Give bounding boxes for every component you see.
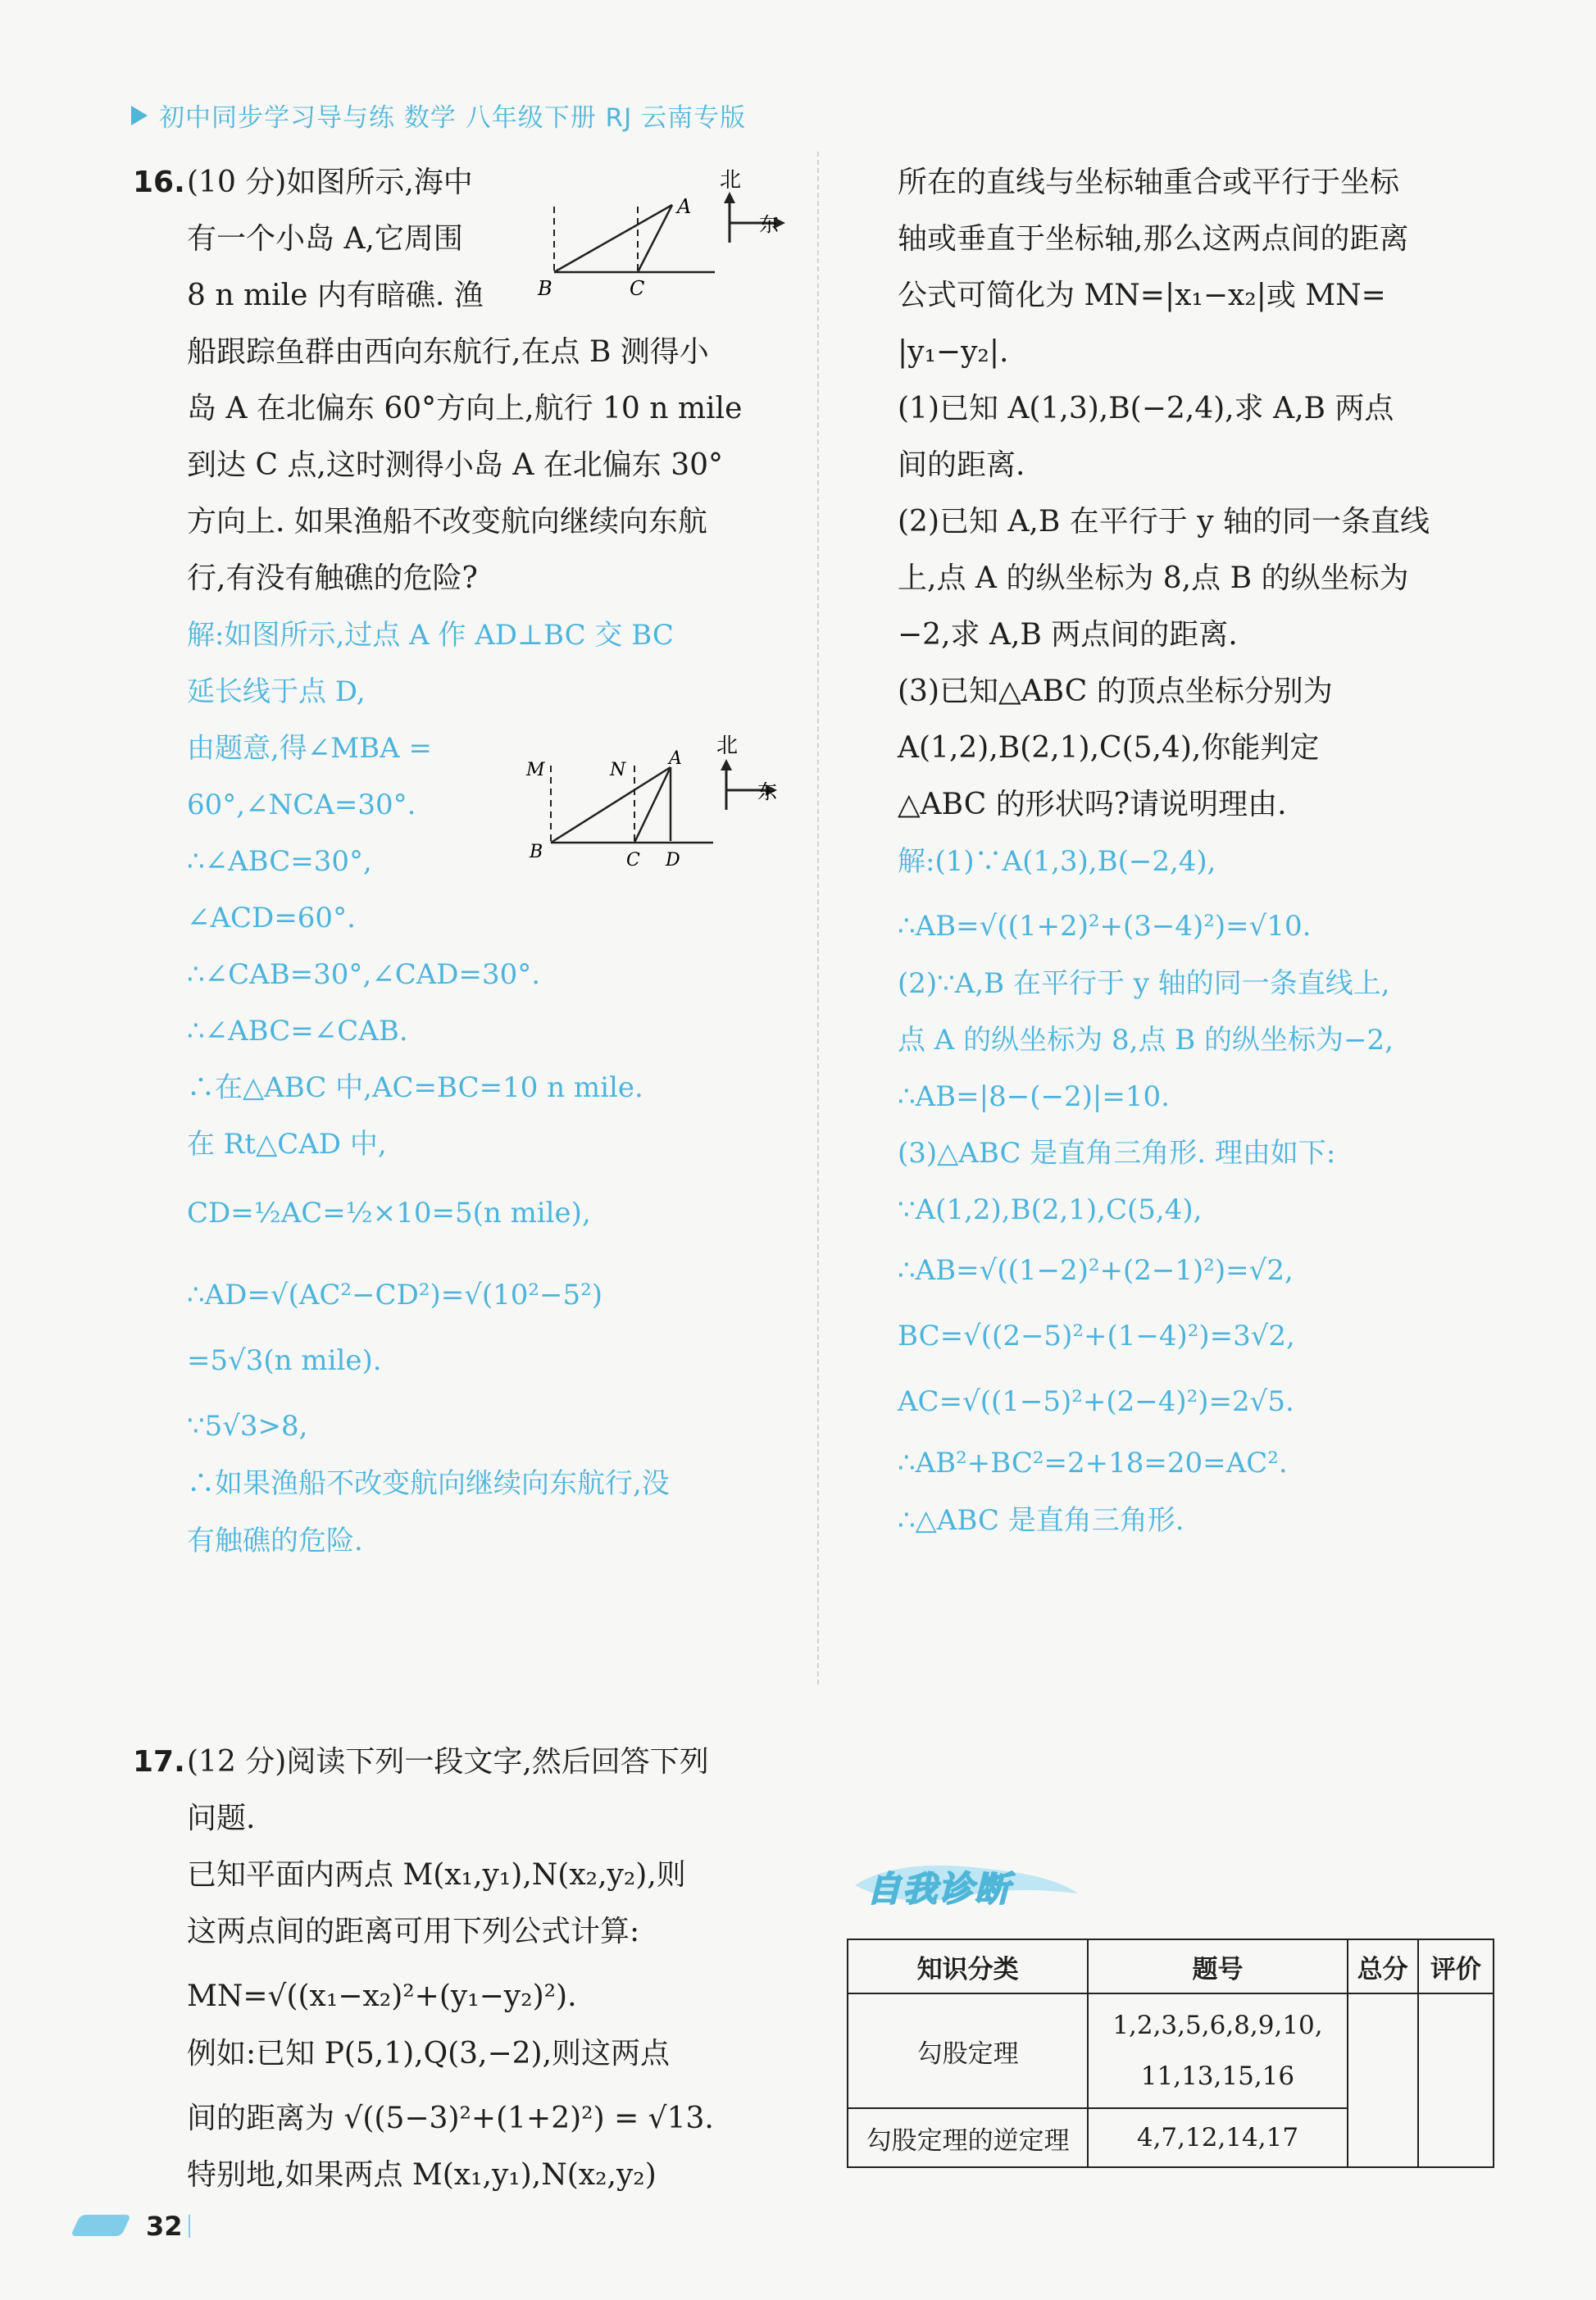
q17-line: (12 分)阅读下列一段文字,然后回答下列 <box>187 1745 709 1779</box>
page-number-divider <box>189 2215 190 2238</box>
q17-right-line: (2)已知 A,B 在平行于 y 轴的同一条直线 <box>898 505 1430 539</box>
q16-line: 有一个小岛 A,它周围 <box>187 222 463 256</box>
page-number: 32 <box>146 2211 183 2242</box>
island-diagram <box>533 164 803 311</box>
q17-solution-line: (3)△ABC 是直角三角形. 理由如下: <box>898 1137 1336 1170</box>
point-d-label: D <box>666 850 680 870</box>
running-header <box>131 97 746 134</box>
play-triangle-icon <box>131 106 148 125</box>
q17-line: 特别地,如果两点 M(x₁,y₁),N(x₂,y₂) <box>187 2158 657 2192</box>
q16-solution-line: 延长线于点 D, <box>187 675 366 708</box>
q17-right-line: 间的距离. <box>898 448 1025 482</box>
q16-solution-line: ∴在△ABC 中,AC=BC=10 n mile. <box>187 1071 643 1104</box>
q17-right-line: 轴或垂直于坐标轴,那么这两点间的距离 <box>898 222 1409 256</box>
point-b-label: B <box>530 842 543 862</box>
q17-line: MN=√((x₁−x₂)²+(y₁−y₂)²). <box>187 1980 577 2013</box>
header-evaluation: 评价 <box>1418 1939 1494 1993</box>
q16-solution-line: ∴AD=√(AC²−CD²)=√(10²−5²) <box>187 1279 603 1311</box>
q16-solution-line: 60°,∠NCA=30°. <box>187 789 416 821</box>
q17-solution-line: BC=√((2−5)²+(1−4)²)=3√2, <box>898 1320 1295 1352</box>
q17-solution-line: ∴AB=√((1−2)²+(2−1)²)=√2, <box>898 1254 1294 1287</box>
q17-right-line: A(1,2),B(2,1),C(5,4),你能判定 <box>898 731 1320 765</box>
q16-line: 岛 A 在北偏东 60°方向上,航行 10 n mile <box>187 392 743 425</box>
q17-solution-line: ∴△ABC 是直角三角形. <box>898 1504 1184 1537</box>
east-label: 东 <box>759 213 779 236</box>
q17-right-line: (1)已知 A(1,3),B(−2,4),求 A,B 两点 <box>898 392 1394 425</box>
q17-right-line: 所在的直线与坐标轴重合或平行于坐标 <box>898 166 1400 199</box>
q17-right-line: −2,求 A,B 两点间的距离. <box>898 618 1238 652</box>
self-diagnosis-table <box>847 1939 1494 2168</box>
q17-solution-line: ∴AB=|8−(−2)|=10. <box>898 1080 1170 1113</box>
north-label: 北 <box>720 168 742 193</box>
item-numbers-cell <box>1088 1993 1347 2108</box>
page-marker-icon <box>70 2215 131 2236</box>
header-title: 初中同步学习导与练 数学 八年级下册 RJ 云南专版 <box>159 103 747 133</box>
q16-line: 8 n mile 内有暗礁. 渔 <box>187 279 484 312</box>
q16-line: 船跟踪鱼群由西向东航行,在点 B 测得小 <box>187 335 709 369</box>
q17-line: 已知平面内两点 M(x₁,y₁),N(x₂,y₂),则 <box>187 1858 686 1892</box>
item-numbers-cell: 4,7,12,14,17 <box>1088 2108 1347 2167</box>
point-c-label: C <box>630 277 645 300</box>
badge-label: 自我诊断 <box>866 1869 1012 1909</box>
q17-right-line: |y₁−y₂|. <box>898 335 1009 369</box>
q17-line: 间的距离为 √((5−3)²+(1+2)²) = √13. <box>187 2102 714 2135</box>
north-label: 北 <box>716 734 739 758</box>
q17-right-line: △ABC 的形状吗?请说明理由. <box>898 788 1287 821</box>
q17-right-line: 公式可简化为 MN=|x₁−x₂|或 MN= <box>898 279 1386 312</box>
q16-solution-line: ∴∠ABC=∠CAB. <box>187 1015 408 1048</box>
q16-solution-line: ∴∠CAB=30°,∠CAD=30°. <box>187 958 541 991</box>
category-cell: 勾股定理的逆定理 <box>848 2108 1088 2167</box>
q16-solution-line: CD=½AC=½×10=5(n mile), <box>187 1197 591 1230</box>
q17-line: 例如:已知 P(5,1),Q(3,−2),则这两点 <box>187 2037 671 2070</box>
total-score-cell[interactable] <box>1348 1993 1418 2167</box>
q16-solution-line: ∵5√3>8, <box>187 1410 308 1443</box>
category-cell: 勾股定理 <box>848 1993 1088 2108</box>
solution-diagram <box>525 730 795 877</box>
q16-solution-line: 有触礁的危险. <box>187 1525 363 1557</box>
q16-solution-line: ∴∠ABC=30°, <box>187 845 372 878</box>
east-label: 东 <box>757 780 777 803</box>
point-n-label: N <box>610 760 626 780</box>
q17-line: 这两点间的距离可用下列公式计算: <box>187 1915 640 1948</box>
q17-solution-line: 点 A 的纵坐标为 8,点 B 的纵坐标为−2, <box>898 1024 1394 1057</box>
q17-line: 问题. <box>187 1802 256 1835</box>
q16-solution-line: 由题意,得∠MBA = <box>187 732 432 765</box>
self-diagnosis-badge <box>848 1861 1086 1908</box>
header-item-numbers: 题号 <box>1088 1939 1347 1993</box>
q17-solution-line: (2)∵A,B 在平行于 y 轴的同一条直线上, <box>898 967 1390 1000</box>
q16-line: 方向上. 如果渔船不改变航向继续向东航 <box>187 505 707 539</box>
header-category: 知识分类 <box>848 1939 1088 1993</box>
q16-line: 行,有没有触礁的危险? <box>187 561 478 595</box>
q16-solution-line: =5√3(n mile). <box>187 1344 382 1377</box>
q16-solution-line: 解:如图所示,过点 A 作 AD⊥BC 交 BC <box>187 619 674 652</box>
point-a-label: A <box>669 748 682 769</box>
evaluation-cell[interactable] <box>1418 1993 1494 2167</box>
item-numbers-line: 1,2,3,5,6,8,9,10, <box>1112 2011 1323 2040</box>
q17-solution-line: ∴AB=√((1+2)²+(3−4)²)=√10. <box>898 910 1312 943</box>
q17-solution-line: 解:(1)∵A(1,3),B(−2,4), <box>898 845 1216 878</box>
q16-line: (10 分)如图所示,海中 <box>187 166 473 199</box>
q17-right-line: 上,点 A 的纵坐标为 8,点 B 的纵坐标为 <box>898 561 1409 595</box>
point-a-label: A <box>677 195 692 218</box>
q17-right-line: (3)已知△ABC 的顶点坐标分别为 <box>898 675 1333 708</box>
q16-solution-line: ∠ACD=60°. <box>187 902 356 934</box>
point-m-label: M <box>526 760 545 780</box>
item-numbers-line: 11,13,15,16 <box>1140 2061 1295 2091</box>
point-c-label: C <box>626 850 640 870</box>
q16-solution-line: ∴如果渔船不改变航向继续向东航行,没 <box>187 1467 670 1500</box>
q17-solution-line: ∴AB²+BC²=2+18=20=AC². <box>898 1447 1288 1480</box>
column-divider <box>817 152 819 1684</box>
question-17-number: 17. <box>133 1745 185 1779</box>
q16-solution-line: 在 Rt△CAD 中, <box>187 1128 387 1161</box>
q16-line: 到达 C 点,这时测得小岛 A 在北偏东 30° <box>187 448 724 482</box>
point-b-label: B <box>538 277 552 300</box>
q17-solution-line: AC=√((1−5)²+(2−4)²)=2√5. <box>898 1385 1294 1418</box>
header-total-score: 总分 <box>1348 1939 1418 1993</box>
question-16-number: 16. <box>133 166 185 199</box>
q17-solution-line: ∵A(1,2),B(2,1),C(5,4), <box>898 1193 1203 1226</box>
